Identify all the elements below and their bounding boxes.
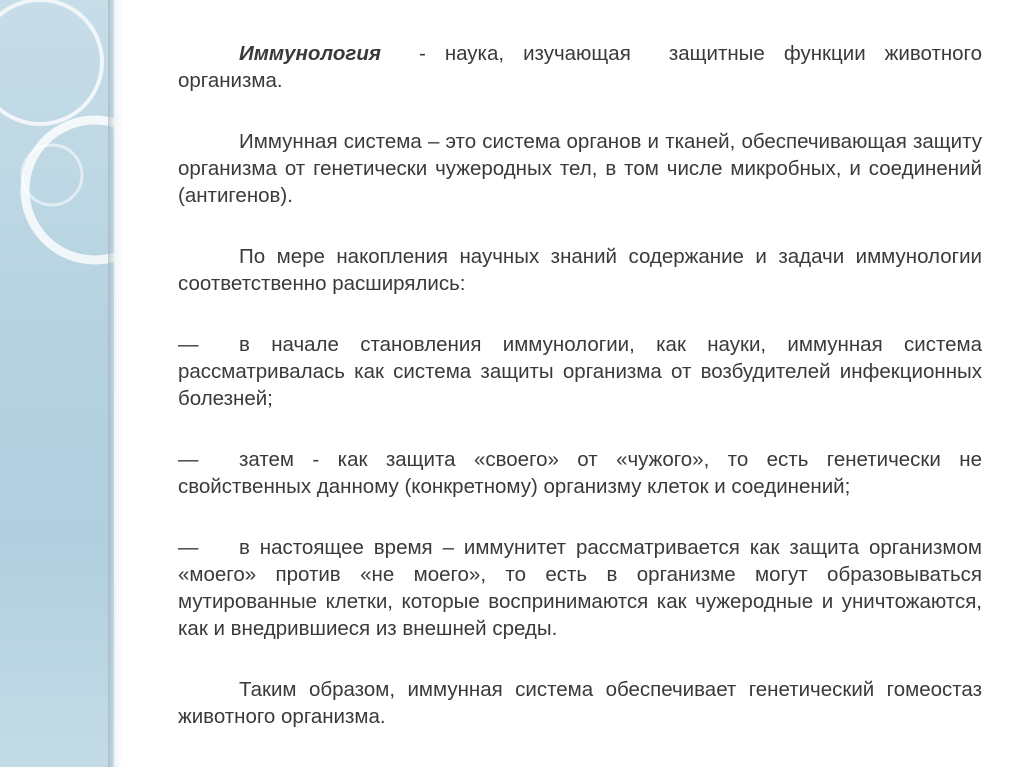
definition-paragraph (178, 40, 988, 94)
definition-text: - наука, изучающая защитные функции животного организма. (178, 42, 988, 92)
list-item (178, 331, 982, 412)
slide-body (178, 40, 988, 730)
list-dash: — (178, 536, 199, 559)
term-immunology: Иммунология (239, 42, 381, 65)
ring-middle (25, 120, 114, 260)
sidebar-shadow (108, 0, 122, 767)
expansion-paragraph: По мере накопления научных знаний содержание и задачи иммунологии соответственно расширялись: (178, 245, 982, 295)
immune-system-paragraph: Иммунная система – это система органов и тканей, обеспечивающая защиту организма от генетически чужеродных тел, в том числе микробных, и соединений (антигенов). (178, 130, 982, 207)
list-item-text: затем - как защита «своего» от «чужого», то есть генетически не свойственных данному (конкретному) организму клеток и соединений; (178, 448, 982, 498)
decorative-rings (0, 0, 114, 767)
ring-top (0, 0, 102, 124)
list-dash: — (178, 333, 199, 356)
list-item (178, 534, 982, 642)
conclusion-paragraph: Таким образом, иммунная система обеспечивает генетический гомеостаз животного организма. (178, 678, 982, 728)
decorative-sidebar (0, 0, 114, 767)
list-item-text: в начале становления иммунологии, как науки, иммунная система рассматривалась как система защиты организма от возбудителей инфекционных болезней; (178, 333, 982, 410)
list-item (178, 446, 982, 500)
list-dash: — (178, 448, 199, 471)
list-item-text: в настоящее время – иммунитет рассматривается как защита организмом «моего» против «не моего», то есть в организме могут образовываться мутированные клетки, которые воспринимаются как чужеродные и уничтожаются, как и внедрившиеся из внешней среды. (178, 536, 982, 640)
